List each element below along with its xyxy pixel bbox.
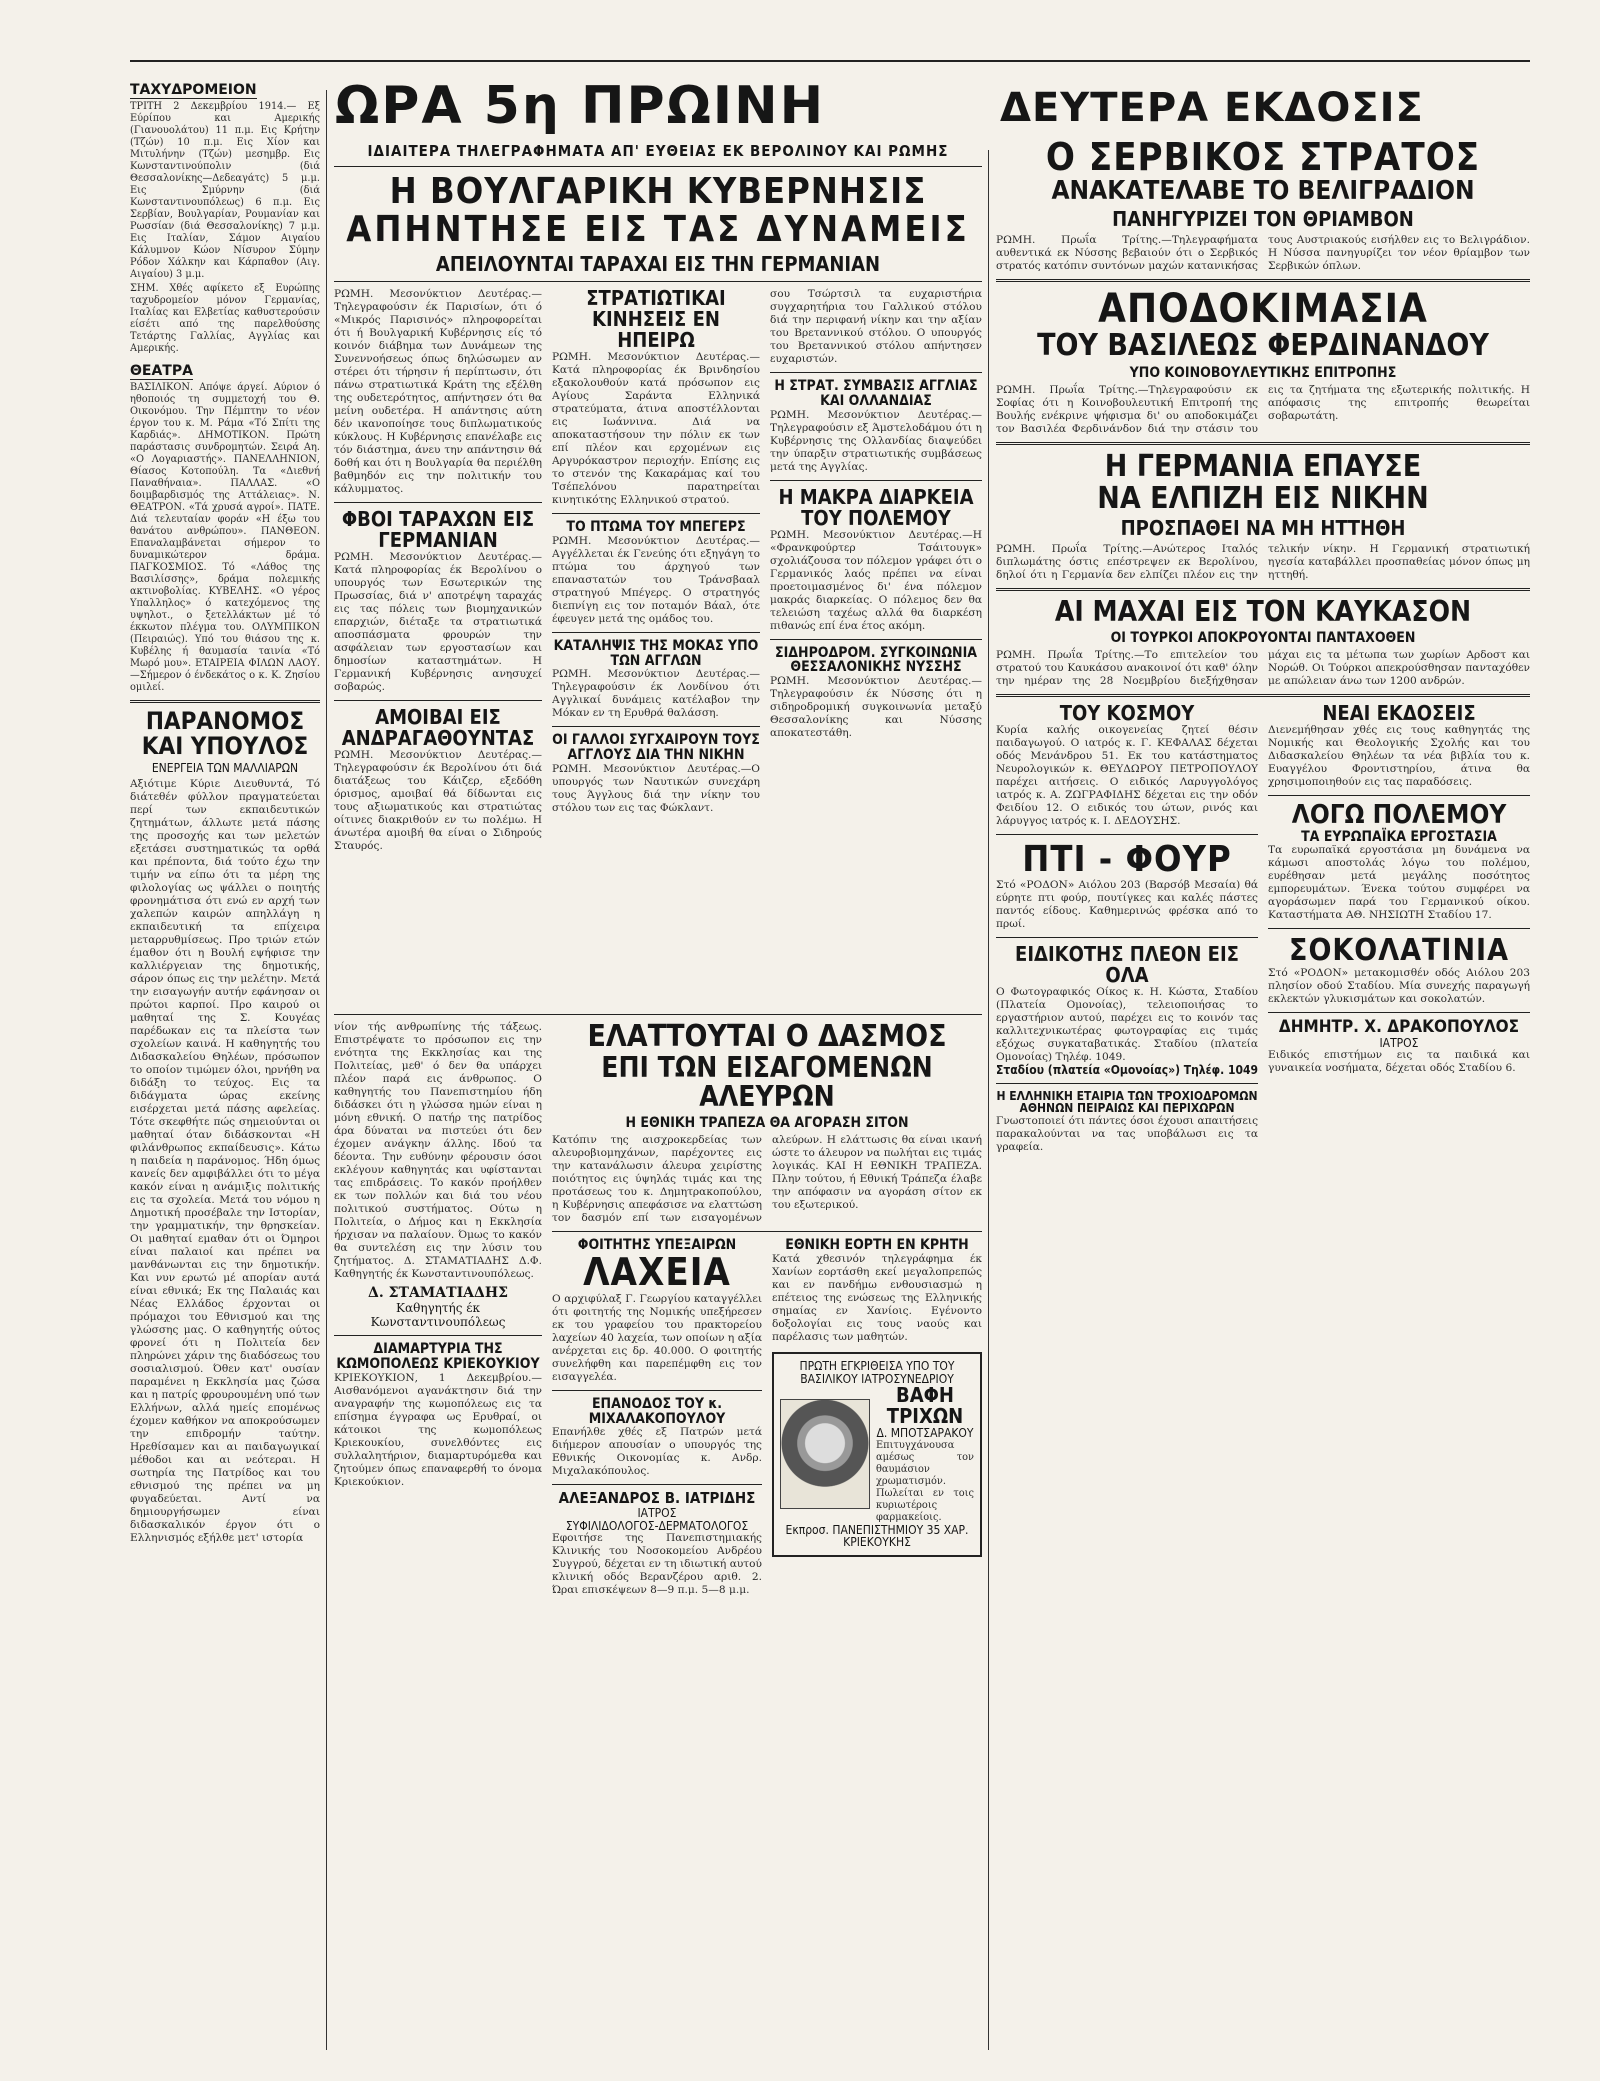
divider <box>1268 795 1530 796</box>
sidir-title: ΣΙΔΗΡΟΔΡΟΜ. ΣΥΓΚΟΙΝΩΝΙΑ ΘΕΣΣΑΛΟΝΙΚΗΣ ΝΥΣΣΗΣ <box>774 644 977 676</box>
post-title: ΤΑΧΥΔΡΟΜΕΙΟΝ <box>130 82 257 98</box>
divider <box>996 1083 1258 1084</box>
eidik-phone: Σταδίου (πλατεία «Ομονοίας») Τηλέφ. 1049 <box>996 1063 1258 1078</box>
divider <box>770 480 982 481</box>
eidik-title: ΕΙΔΙΚΟΤΗΣ ΠΛΕΟΝ ΕΙΣ ΟΛΑ <box>1015 942 1239 988</box>
kavk-text: ΡΩΜΗ. Πρωΐα Τρίτης.—Το επιτελείον του στρατού του Καυκάσου ανακοινοί ότι καθ' όλην την ημέραν της 28 Νοεμβρίου διεξήχθησαν μάχαι εις τα μέτωπα των χωρίων Αρδοστ και Νορώθ. Οι Τούρκοι απεκρούσθησαν πανταχόθεν με απώλειαν άνω των 1200 ανδρών. <box>996 649 1530 688</box>
divider <box>334 700 542 701</box>
elattoutai-text: Κατόπιν της αισχροκερδείας των αλευροβιομηχάνων, παρέχοντες εις την κατανάλωσιν άλευρα χειρίστης ποιότητος εις ύψηλάς τιμάς και της προτάσεως του κ. Δημητρακοπούλου, η Κυβέρνησις απεφάσισε να ελαττώση τον δασμόν επί των εισαγομένων αλεύρων. Η ελάττωσις θα είναι ικανή ώστε το άλευρον να πωλήται εις τιμάς λογικάς. ΚΑΙ Η ΕΘΝΙΚΗ ΤΡΑΠΕΖΑ. Πλην τούτου, ή Εθνική Τράπεζα έλαβε την απόφασιν να αγοράση σίτον εκ του εξωτερικού. <box>552 1134 982 1225</box>
sokolat-title: ΣΟΚΟΛΑΤΙΝΙΑ <box>1289 933 1509 969</box>
theatre-title: ΘΕΑΤΡΑ <box>130 363 193 379</box>
germ-h2: ΝΑ ΕΛΠΙΖΗ ΕΙΣ ΝΙΚΗΝ <box>1097 480 1429 516</box>
drak-title: ΔΗΜΗΤΡ. Χ. ΔΡΑΚΟΠΟΥΛΟΣ <box>1278 1016 1520 1037</box>
divider <box>770 639 982 640</box>
voi-text: ΡΩΜΗ. Μεσονύκτιον Δευτέρας.—Κατά πληροφορίας έκ Βερολίνου ο υπουργός των Εσωτερικών της Πρωσσίας, διά ν' αποτρέψη ταραχάς εις τας πόλεις των βιομηχανικών επαρχιών, διέταξε τα στρατιωτικά αποσπάσματα φρουρών την ασφάλειαν των εργοστασίων και δημοσίων καταστημάτων. Η Γερμανική Κυβέρνησις ανησυχεί σοβαρώς. <box>334 551 542 694</box>
divider <box>996 937 1258 938</box>
serb-h1: Ο ΣΕΡΒΙΚΟΣ ΣΤΡΑΤΟΣ <box>1045 138 1481 179</box>
eorti-box <box>772 1238 982 1597</box>
vafi-ad <box>772 1352 982 1557</box>
divider <box>770 372 982 373</box>
serb-text: ΡΩΜΗ. Πρωΐα Τρίτης.—Τηλεγραφήματα αυθεντικά εκ Νύσσης βεβαιούν ότι ο Σερβικός στρατός κατόπιν συντόνων μαχών κατανικήσας τους Αυστριακούς εισήλθεν εις το Βελιγράδιον. Η Νύσσα πανηγυρίζει τον νέον θρίαμβον των Σερβικών όπλων. <box>996 234 1530 273</box>
strat-title: ΣΤΡΑΤΙΩΤΙΚΑΙ ΚΙΝΗΣΕΙΣ ΕΝ ΗΠΕΙΡΩ <box>586 288 726 353</box>
divider <box>552 726 760 727</box>
left-column <box>130 78 320 2048</box>
neai-title: ΝΕΑΙ ΕΚΔΟΣΕΙΣ <box>1322 701 1476 726</box>
divider <box>334 1335 542 1336</box>
signature: Δ. ΣΤΑΜΑΤΙΑΔΗΣ <box>368 1285 508 1302</box>
newspaper-page <box>130 60 1530 2050</box>
center-col-b <box>552 288 760 1008</box>
center-block <box>334 144 982 2044</box>
elattoutai-h2: ΕΠΙ ΤΩΝ ΕΙΣΑΓΟΜΕΝΩΝ ΑΛΕΥΡΩΝ <box>601 1050 933 1114</box>
serb-h2: ΑΝΑΚΑΤΕΛΑΒΕ ΤΟ ΒΕΛΙΓΡΑΔΙΟΝ <box>1051 175 1475 206</box>
foititis-box <box>552 1238 762 1597</box>
col-rule <box>326 90 327 2050</box>
right-lower-b <box>1268 703 1530 1154</box>
ptoma-title: ΤΟ ΠΤΩΜΑ ΤΟΥ ΜΠΕΓΕΡΣ <box>566 519 746 536</box>
vafi-kicker: ΠΡΩΤΗ ΕΓΚΡΙΘΕΙΣΑ ΥΠΟ ΤΟΥ ΒΑΣΙΛΙΚΟΥ ΙΑΤΡΟΣΥΝΕΔΡΙΟΥ <box>799 1359 955 1386</box>
center-lower-a <box>334 1021 542 2044</box>
center-lower-b <box>552 1021 982 2044</box>
banner-left: ΩΡΑ 5η ΠΡΩΙΝΗ <box>335 76 826 136</box>
foititis-title: ΦΟΙΤΗΤΗΣ ΥΠΕΞΑΙΡΩΝ <box>577 1237 737 1254</box>
top-rule <box>130 60 1530 66</box>
paranomos-sub: ΕΝΕΡΓΕΙΑ ΤΩΝ ΜΑΛΛΙΑΡΩΝ <box>151 761 299 776</box>
elattoutai-h3: Η ΕΘΝΙΚΗ ΤΡΑΠΕΖΑ ΘΑ ΑΓΟΡΑΣΗ ΣΙΤΟΝ <box>625 1114 909 1131</box>
center-col-c <box>770 288 982 1008</box>
eorti-text: Κατά χθεσινόν τηλεγράφημα έκ Χανίων εορτάσθη εκεί μεγαλοπρεπώς και εν πανδήμω ενθουσιασμώ η επέτειος της ενώσεως της Ελληνικής σημαίας εν Χανίοις. Εγένοντο δοξολογίαι εις τους ναούς και παρέλασις των μαθητών. <box>772 1253 982 1343</box>
post-text-2: ΣΗΜ. Χθές αφίκετο εξ Ευρώπης ταχυδρομείον μόνον Γερμανίας, Ιταλίας και Ελβετίας καθυστερούσιν είσέτι από της παρελθούσης Τετάρτης Γαλλίας, Αγγλίας και Αμερικής. <box>130 283 320 354</box>
paranomos-text: Αξιότιμε Κύριε Διευθυντά, Τό διάτεθέν φύλλον πραγματεύεται περί των εκπαιδευτικών ζητημάτων, άλλωτε μετά πάσης της προσοχής και των μελετών εξετάσει συστηματικώς τα ορθά και πρέποντα, διά τούτο έχω την τιμήν να είπω ότι τα μέρη της φιλολογίας ως ψάλλει ο ποιητής φρονημάτισα ότι ενώ εν αρχή των χαλεπών καιρών απηλλάγη η εκπαιδευτική τα επίχειρα μεταρρυθμίσεως. Προ τριών ετών έμαθον ότι η Βουλή εψήφισε την καλλιέργειαν της δημοτικής, σάρον όπως εις την μελέτην. Μετά την εισαγωγήν αυτήν εφάνησαν οι πρώτοι καρποί. Προ καιρού οι μαθηταί της Σ. Κουγέας παρέδωκαν εις τα πλείστα των σχολείων καινά. Η καθηγητής του Διδασκαλείου Θηλέων, πρόσωπον το οποίον τιμώμεν όλοι, ηρνήθη να διδάξη το τεύχος. Εις τα διδάγματα ώρας εκείνης εισέρχεται μετά πάσης αφελείας. Τότε σκεφθήτε πώς σημειούνται οι μαθηταί όταν διδάσκονται «Η φιλάνθρωπος εκπαίδευσις». Κάτω η παιδεία η παράνομος. Ήδη όμως κανείς δεν αμφιβάλλει ότι το μέγα κακόν είναι η ανάμιξις πολιτικής εις τα σχολεία. Μετά του νόμου η Δημοτική προσέβαλε την Ιστορίαν, την γραμματικήν, την θρησκείαν. Οι μαθηταί εμαθαν ότι οι Όμηροι είναι παλαιοί και πρέπει να μανθάνωνται εις την δημοτικήν. Και νυν ερωτώ μέ απορίαν αυτά είναι εθνικά; Εκ της Παλαιάς και Νέας Ελλάδος έρχονται οι πρόμαχοι του Εθνισμού και της γλώσσης μας. Ο καθηγητής ούτος φρονεί ότι η Πολιτεία δεν πληρώνει χάριν της διαδόσεως του σοσιαλισμού. Όθεν κατ' ουσίαν παραμένει η Εκκλησία μας ζώσα και η πατρίς φρουρουμένη υπό των Ελλήνων, αλλά ημείς επομένως έχομεν καθήκον να αποκρούσωμεν την επιδρομήν ταύτην. Ηρεθίσαμεν και αι παιδαγωγικαί μέθοδοι και αι νεότεραι. Η σωτηρία της Πατρίδος και του εθνισμού της πρέπει να μη φυγαδεύεται. Αντί να δημιουργήσωμεν είναι διδασκαλικόν έργον ότι ο Ελληνισμός εξήλθε μετ' ιστορία <box>130 777 320 1544</box>
apodok-h3: ΥΠΟ ΚΟΙΝΟΒΟΥΛΕΥΤΙΚΗΣ ΕΠΙΤΡΟΠΗΣ <box>1129 364 1397 381</box>
eidik-text: Ο Φωτογραφικός Οίκος κ. Η. Κώστα, Σταδίου (Πλατεία Ομονοίας), τελειοποιήσας το εργαστήριον αυτού, παρέχει εις το κοινόν τας καλλιτεχνικωτέρας φωτογραφίας εις τιμάς εξόχως συγκαταβατικάς. Σταδίου (πλατεία Ομονοίας) Τηλέφ. 1049. <box>996 986 1258 1064</box>
divider <box>552 513 760 514</box>
drak-text: Ειδικός επιστήμων εις τα παιδικά και γυναικεία νοσήματα, δέχεται οδός Σταδίου 6. <box>1268 1049 1530 1075</box>
germ-h3: ΠΡΟΣΠΑΘΕΙ ΝΑ ΜΗ ΗΤΤΗΘΗ <box>1120 516 1406 541</box>
foititis-big: ΛΑΧΕΙΑ <box>583 1250 731 1294</box>
iatridis-sub2: ΣΥΦΙΛΙΔΟΛΟΓΟΣ-ΔΕΡΜΑΤΟΛΟΓΟΣ <box>565 1518 749 1533</box>
right-lower <box>996 703 1530 1154</box>
divider <box>552 1484 762 1485</box>
germ-text: ΡΩΜΗ. Πρωΐα Τρίτης.—Ανώτερος Ιταλός διπλωμάτης όστις επέστρεψεν εκ Βερολίνου, δηλοί ότι η Γερμανία δεν ελπίζει πλέον εις την τελικήν νίκην. Η Γερμανική στρατιωτική ηγεσία καταβάλλει προσπαθείας μόνον όπως μη ηττηθή. <box>996 543 1530 582</box>
lower-pair <box>552 1238 982 1597</box>
col-rule <box>988 150 989 2050</box>
neai-text: Διενεμήθησαν χθές εις τους καθηγητάς της Νομικής και Θεολογικής Σχολής και του Διδασκαλείου Θηλέων τα νέα βιβλία του κ. Ευαγγέλου Φροντιστηρίου, άτινα θα χρησιμοποιηθούν εις τας παραδόσεις. <box>1268 724 1530 789</box>
divider <box>334 1014 982 1015</box>
mid-text: νίον τής ανθρωπίνης τής τάξεως. Επιστρέψατε το πρόσωπον εις την ενότητα της Εκκλησίας και της Πολιτείας, μεθ' ό δεν θα υπάρχει πλέον παρά εις άνθρωπος. Ο καθηγητής του Πανεπιστημίου ήδη διδάσκει ότι η γλώσσα ημών είναι η μόνη εθνική. Ο πατήρ της πατρίδος άρα δύναται να πιστεύει ότι δεν έχομεν ανάγκην άλλης. Ιδού τα δέοντα. Την ευθύνην φέρουσιν όσοι εκλέγουν καθηγητάς και υφίστανται τας επιδράσεις. Το κακόν προήλθεν εκ των πολλών και διά του νέου πολιτικού συστήματος. Ούτω η Πολιτεία, ο Δήμος και η Εκκλησία ήρχισαν να παλαίουν. Όμως το κακόν θα συντελέση εις την λύσιν του ζητήματος. Δ. ΣΤΑΜΑΤΙΑΔΗΣ Δ.Φ. Καθηγητής έκ Κωνσταντινουπόλεως. <box>334 1021 542 1281</box>
vafi-copy <box>876 1385 974 1524</box>
amoivai-text: ΡΩΜΗ. Μεσονύκτιον Δευτέρας.—Τηλεγραφούσιν έκ Βερολίνου ότι διά διατάξεως του Κάιζερ, εξεδόθη όρισμος, αμοιβαί θά δίδωνται εις τους αξιωματικούς και στρατιώτας οίτινες διακριθούν εν τω πολέμω. Η άνωτέρα αμοιβή θα είναι ο Σιδηρούς Σταυρός. <box>334 749 542 853</box>
vafi-inner <box>780 1385 974 1524</box>
iatridis-title: ΑΛΕΞΑΝΔΡΟΣ Β. ΙΑΤΡΙΔΗΣ <box>558 1489 756 1508</box>
diarkeia-title: Η ΜΑΚΡΑ ΔΙΑΡΚΕΙΑ ΤΟΥ ΠΟΛΕΜΟΥ <box>778 484 974 530</box>
troxio-title: Η ΕΛΛΗΝΙΚΗ ΕΤΑΙΡΙΑ ΤΩΝ ΤΡΟΧΙΟΔΡΟΜΩΝ ΑΘΗΝΩΝ ΠΕΙΡΑΙΩΣ ΚΑΙ ΠΕΡΙΧΩΡΩΝ <box>996 1088 1258 1116</box>
divider <box>1268 928 1530 929</box>
germ-h1: Η ΓΕΡΜΑΝΙΑ ΕΠΑΥΣΕ <box>1104 449 1422 485</box>
logo-h1: ΛΟΓΩ ΠΟΛΕΜΟΥ <box>1291 800 1507 831</box>
apodok-text: ΡΩΜΗ. Πρωΐα Τρίτης.—Τηλεγραφούσιν εκ Σοφίας ότι η Κοινοβουλευτική Επιτροπή της Βουλής ενέκρινε ψήφισμα δι' ου αποδοκιμάζει τον Βασιλέα Φερδινάνδον διά την στάσιν του εις τα ζητήματα της εξωτερικής πολιτικής. Η απόφασις της επιτροπής θεωρείται σοβαρωτάτη. <box>996 384 1530 436</box>
iatridis-text: Εφοιτήσε της Πανεπιστημιακής Κλινικής του Νοσοκομείου Ανδρέου Συγγρού, δέχεται εν τη ιδιωτική αυτού κλινική οδός Βερανζέρου αριθ. 2. Ώραι επισκέψεων 8—9 π.μ. 5—8 μ.μ. <box>552 1532 762 1597</box>
diarkeia-text: ΡΩΜΗ. Μεσονύκτιον Δευτέρας.—Η «Φρανκφούρτερ Τσάιτουγκ» σχολιάζουσα τον πόλεμον γράφει ότι ο Γερμανικός λαός πρέπει να είναι προετοιμασμένος δι' ένα πόλεμον μακράς διαρκείας. Ο πόλεμος δεν θα τελειώση ταχέως αλλά θα διαρκέση πιθανώς επί ένα έτος ακόμη. <box>770 528 982 632</box>
vafi-sub: Δ. ΜΠΟΤΣΑΡΑΚΟΥ <box>876 1426 974 1441</box>
diamartyria-text: ΚΡΙΕΚΟΥΚΙΟΝ, 1 Δεκεμβρίου.—Αισθανόμενοι αγανάκτησιν διά την αναγραφήν της κωμοπόλεως εις τα επίσημα έγγραφα ως Ερυθραί, οι κάτοικοι της κωμοπόλεως Κριεκουκίου, συνελθόντες εις συλλαλητήριον, διαμαρτυρόμεθα και ζητούμεν όπως επαναφερθή το όνομα Κριεκούκιον. <box>334 1371 542 1488</box>
galloi-title: ΟΙ ΓΑΛΛΟΙ ΣΥΓΧΑΙΡΟΥΝ ΤΟΥΣ ΑΓΓΛΟΥΣ ΔΙΑ ΤΗΝ ΝΙΚΗΝ <box>552 732 760 764</box>
divider <box>996 279 1530 282</box>
divider <box>996 694 1530 697</box>
divider <box>552 632 760 633</box>
symvasis-text: ΡΩΜΗ. Μεσονύκτιον Δευτέρας.—Τηλεγραφούσιν εξ Άμστελοδάμου ότι η Κυβέρνησις της Ολλανδίας διαψεύδει την ύπαρξιν στρατιωτικής συμβάσεως μετά της Αγγλίας. <box>770 408 982 473</box>
vafi-title: ΒΑΦΗ ΤΡΙΧΩΝ <box>886 1383 964 1429</box>
drak-sub: ΙΑΤΡΟΣ <box>1379 1035 1419 1050</box>
logo-h2: ΤΑ ΕΥΡΩΠΑΪΚΑ ΕΡΓΟΣΤΑΣΙΑ <box>1301 828 1497 845</box>
kosmou-title: ΤΟΥ ΚΟΣΜΟΥ <box>1059 701 1195 726</box>
post-text: ΤΡΙΤΗ 2 Δεκεμβρίου 1914.— Εξ Εύρίπου και Αμερικής (Γιανουολάτου) 11 π.μ. Εις Κρήτην (Τζών) 10 π.μ. Εις Χίον και Μιτυλήνην (Τζών) μεσημβρ. Εις Κωνσταντινούπολιν (διά Θεσσαλονίκης—Δεδεαγάτς) 5 μ.μ. Εις Σμύρνην (διά Κωνσταντινουπόλεως) 6 π.μ. Εις Σερβίαν, Βουλγαρίαν, Ρουμανίαν και Ρωσσίαν (διά Θεσσαλονίκης) 7 μ.μ. Εις Ιταλίαν, Σάμον Αιγαίου Κάλυμνον Κώον Νίσυρον Σύμην Ρόδον Χάλκην και Κάρπαθον (Αιγ. Αιγαίου) 3 μ.μ. <box>130 101 320 280</box>
center-subcolumns <box>334 288 982 1008</box>
pti-title: ΠΤΙ - ΦΟΥΡ <box>1022 839 1232 881</box>
foititis-text: Ο αρχιφύλαξ Γ. Γεωργίου καταγγέλλει ότι φοιτητής της Νομικής υπεξήρεσεν εκ του γραφείου του πρακτορείου λαχείων 40 λαχεία, των οποίων η αξία ανέρχεται εις δρ. 40.000. Ο φοιτητής συνελήφθη και παρεπέμφθη εις τον εισαγγελέα. <box>552 1292 762 1383</box>
divider <box>552 1231 982 1232</box>
apodok-h2: ΤΟΥ ΒΑΣΙΛΕΩΣ ΦΕΡΔΙΝΑΝΔΟΥ <box>1037 328 1489 364</box>
diamartyria-title: ΔΙΑΜΑΡΤΥΡΙΑ ΤΗΣ ΚΩΜΟΠΟΛΕΩΣ ΚΡΙΕΚΟΥΚΙΟΥ <box>336 1341 540 1373</box>
divider <box>996 588 1530 591</box>
divider <box>334 281 982 282</box>
eorti-title: ΕΘΝΙΚΗ ΕΟΡΤΗ ΕΝ ΚΡΗΤΗ <box>785 1237 969 1254</box>
apodok-h1: ΑΠΟΔΟΚΙΜΑΣΙΑ <box>1098 286 1428 333</box>
kataleps-text: ΡΩΜΗ. Μεσονύκτιον Δευτέρας.—Τηλεγραφούσιν έκ Λονδίνου ότι Αγγλικαί δυνάμεις κατέλαβον την Μόκαν εν τη Ερυθρά θαλάσση. <box>552 668 760 720</box>
troxio-text: Γνωστοποιεί ότι πάντες όσοι έχουσι απαιτήσεις παρακαλούνται να τας υποβάλωσι εις τα γραφεία. <box>996 1115 1258 1154</box>
tsapell-text: σου Τσώρτσιλ τα ευχαριστήρια συγχαρητήρια του Γαλλικού στόλου διά την περιφανή νίκην και την αξίαν του Βρεταννικού στόλου. Ο υπουργός του Βρεταννικού στόλου απήντησεν ευχαριστών. <box>770 288 982 366</box>
center-lower <box>334 1021 982 2044</box>
epanodos-text: Επανήλθε χθές εξ Πατρών μετά διήμερον απουσίαν ο υπουργός της Εθνικής Οικονομίας κ. Ανδρ. Μιχαλακόπουλος. <box>552 1426 762 1478</box>
woman-portrait-icon <box>780 1399 870 1509</box>
elattoutai-h1: ΕΛΑΤΤΟΥΤΑΙ Ο ΔΑΣΜΟΣ <box>587 1021 947 1055</box>
divider <box>334 502 542 503</box>
serb-h3: ΠΑΝΗΓΥΡΙΖΕΙ ΤΟΝ ΘΡΙΑΜΒΟΝ <box>1112 207 1414 232</box>
iatridis-sub: ΙΑΤΡΟΣ <box>637 1506 677 1521</box>
voi-title: ΦΒΟΙ ΤΑΡΑΧΩΝ ΕΙΣ ΓΕΡΜΑΝΙΑΝ <box>341 507 535 553</box>
divider <box>996 442 1530 445</box>
theatre-text: ΒΑΣΙΛΙΚΟΝ. Απόψε άργεί. Αύριον ό ηθοποιός τη συμμετοχή του Θ. Οικονόμου. Την Πέμπτην το νέον έργον του κ. Μ. Ράμα «Τό Σπίτι της Καρδιάς». ΔΗΜΟΤΙΚΟΝ. Πρώτη παράστασις συνδρομητών. Σειρά Αη. «Ο Λογαριαστής». ΠΑΝΕΛΛΗΝΙΟΝ, Θίασος Κοτοπούλη. Τα «Διεθνή Παναθήναια». ΠΑΛΛΑΣ. «Ο δοιμβαρδισμός της Αττάλειας». Ν. ΘΕΑΤΡΟΝ. «Τά χρυσά αγροί». ΠΑΤΕ. Διά τελευταίαν φοράν «Η έξω του θανάτου ανθρώπου». ΠΑΝΘΕΟΝ. Επαναλαμβάνεται σήμερον το δυναμικώτερον δράμα. ΠΑΓΚΟΣΜΙΟΣ. Τό «Λάθος της Βασιλίσσης», δράμα πολεμικής ακτινοβολίας. ΚΥΒΕΛΗΣ. «Ο γέρος Υπαλληλος» ό κατεχόμενος της υψηλοτ., ο ξετελλάκτων μέ τό έκκωτον πλέγμα του. ΟΛΥΜΠΙΚΟΝ (Πειραιώς). Υπό του θιάσου της κ. Κυβέλης ή θαυμασία ταινία «Τό Μωρό μου». ΕΤΑΙΡΕΙΑ ΦΙΛΩΝ ΛΑΟΥ.—Σήμερον ό ένδεκάτος ο κ. Κ. Ζησίου ομιλεί. <box>130 382 320 693</box>
logo-text: Τα ευρωπαϊκά εργοστάσια μη δυνάμενα να κάμωσι αποστολάς λόγω του πολέμου, ευρέθησαν μετά μεγάλης ποσότητος εμπορευμάτων. Ένεκα τούτου συμφέρει να αγοράσωμεν παρά του Γερμανικού οίκου. Καταστήματα ΑΘ. ΝΗΣΙΩΤΗ Σταδίου 17. <box>1268 844 1530 922</box>
vafi-text: Επιτυγχάνουσα αμέσως τον θαυμάσιον χρωματισμόν. Πωλείται εν τοις κυριωτέροις φαρμακείοις. <box>876 1439 974 1523</box>
divider <box>334 166 982 167</box>
kataleps-title: ΚΑΤΑΛΗΨΙΣ ΤΗΣ ΜΟΚΑΣ ΥΠΟ ΤΩΝ ΑΓΓΛΩΝ <box>553 638 759 669</box>
main-headline-2: ΑΠΗΝΤΗΣΕ ΕΙΣ ΤΑΣ ΔΥΝΑΜΕΙΣ <box>346 208 970 250</box>
main-headline-3: ΑΠΕΙΛΟΥΝΤΑΙ ΤΑΡΑΧΑΙ ΕΙΣ ΤΗΝ ΓΕΡΜΑΝΙΑΝ <box>435 252 881 277</box>
signature-sub: Καθηγητής έκ Κωνσταντινουπόλεως <box>370 1301 506 1330</box>
divider <box>552 1390 762 1391</box>
symvasis-title: Η ΣΤΡΑΤ. ΣΥΜΒΑΣΙΣ ΑΓΓΛΙΑΣ ΚΑΙ ΟΛΛΑΝΔΙΑΣ <box>774 378 978 410</box>
divider <box>996 834 1258 835</box>
paranomos-title: ΠΑΡΑΝΟΜΟΣ ΚΑΙ ΥΠΟΥΛΟΣ <box>141 707 309 761</box>
main-text: ΡΩΜΗ. Μεσονύκτιον Δευτέρας.—Τηλεγραφούσιν έκ Παρισίων, ότι ό «Μικρός Παρισινός» πληροφορείται ότι ή Βουλγαρική Κυβέρνησις είς τό κοινόν διάβημα των Δυνάμεων της Συνεννοήσεως όπως δηλώσωμεν αν στέρει ότι τήρησιν ή περίπτωσιν, ότι πάνω στρατιωτικά Κράτη της εξέλθη της ουδετερότητος, απήντησεν ότι θα μείνη ουδετέρα. Η απάντησις αύτη δέν ικανοποίησε τους διπλωματικούς κύκλους. Η Κυβέρνησις επανέλαβε εις τόν διάστημα, άνευ την απάντησιν θά δοθή και ότι η Βουλγαρία θα περιέλθη βαθμηδόν εις την πολιτικήν του κάλυμματος. <box>334 288 542 496</box>
kosmou-text: Κυρία καλής οικογενείας ζητεί θέσιν παιδαγωγού. Ο ιατρός κ. Γ. ΚΕΦΑΛΑΣ δέχεται οδός Μενάνδρου 51. Εκ του κατάστηματος Νευρολογικών κ. ΘΕΥΔΩΡΟΥ ΠΕΤΡΟΠΟΥΛΟΥ παρέχει αιτήσεις. Ο ειδικός Λαρυγγολόγος ιατρός κ. Α. ΖΩΓΡΑΦΙΔΗΣ δέχεται εις την οδόν Φειδίου 12. Ο ειδικός του ώτων, ρινός και λάρυγγος ιατρός κ. Ι. ΔΕΔΟΥΣΗΣ. <box>996 724 1258 828</box>
right-lower-a <box>996 703 1258 1154</box>
sidir-text: ΡΩΜΗ. Μεσονύκτιον Δευτέρας.—Τηλεγραφούσιν έκ Νύσσης ότι η σιδηροδρομική συγκοινωνία μεταξύ Θεσσαλονίκης και Νύσσης αποκατεστάθη. <box>770 675 982 740</box>
divider <box>130 700 320 703</box>
epanodos-title: ΕΠΑΝΟΔΟΣ ΤΟΥ κ. ΜΙΧΑΛΑΚΟΠΟΥΛΟΥ <box>588 1395 726 1427</box>
amoivai-title: ΑΜΟΙΒΑΙ ΕΙΣ ΑΝΔΡΑΓΑΘΟΥΝΤΑΣ <box>341 705 535 751</box>
banner-right: ΔΕΥΤΕΡΑ ΕΚΔΟΣΙΣ <box>1000 85 1424 131</box>
main-headline-1: Η ΒΟΥΛΓΑΡΙΚΗ ΚΥΒΕΡΝΗΣΙΣ <box>389 170 927 212</box>
pti-text: Στό «ΡΟΔΟΝ» Αιόλου 203 (Βαρσόβ Μεσαία) θά εύρητε πτι φούρ, πουτίγκες και καλές πάστες παντός είδους. Καθημερινώς φρέσκα από το πρωί. <box>996 879 1258 931</box>
sokolat-text: Στό «ΡΟΔΟΝ» μετακομισθέν οδός Αιόλου 203 πλησίον οδού Σταδίου. Μία συνεχής παραγωγή εκλεκτών γλυκισμάτων και σοκολατών. <box>1268 966 1530 1005</box>
galloi-text: ΡΩΜΗ. Μεσονύκτιον Δευτέρας.—Ο υπουργός των Ναυτικών συνεχάρη τους Άγγλους διά την νίκην του στόλου των εις τας Φώκλαντ. <box>552 762 760 814</box>
strat-text: ΡΩΜΗ. Μεσονύκτιον Δευτέρας.—Κατά πληροφορίας έκ Βρινδησίου εξακολουθούν κατά πρόσωπον εις Αγίους Σαράντα Ελληνικά στρατεύματα, άτινα αποστέλλονται εις Ιωάννινα. Διά να αποκαταστήσουν την πόλιν εκ των επί πλέον και ερχομένων εις Αργυρόκαστρον περιοχήν. Επίσης εις το στενόν της Κακαράμας καί του Τσέπελόνου παρατηρείται κινητικότης Ελληνικού στρατού. <box>552 351 760 507</box>
ptoma-text: ΡΩΜΗ. Μεσονύκτιον Δευτέρας.—Αγγέλλεται έκ Γενεύης ότι εξηγάγη το πτώμα του άρχηγού των επαναστατών του Τράνσβααλ στρατηγού Μπέγερς. Ο στρατηγός διεπνίγη εις τον ποταμόν Βάαλ, ότε έφευγεν μετά της ομάδος του. <box>552 535 760 626</box>
vafi-footer: Εκπροσ. ΠΑΝΕΠΙΣΤΗΜΙΟΥ 35 ΧΑΡ. ΚΡΙΕΚΟΥΚΗΣ <box>785 1522 969 1550</box>
kavk-h2: ΟΙ ΤΟΥΡΚΟΙ ΑΠΟΚΡΟΥΟΝΤΑΙ ΠΑΝΤΑΧΟΘΕΝ <box>1110 629 1416 646</box>
kavk-h1: ΑΙ ΜΑΧΑΙ ΕΙΣ ΤΟΝ ΚΑΥΚΑΣΟΝ <box>1054 595 1472 629</box>
center-subhead: ΙΔΙΑΙΤΕΡΑ ΤΗΛΕΓΡΑΦΗΜΑΤΑ ΑΠ' ΕΥΘΕΙΑΣ ΕΚ ΒΕΡΟΛΙΝΟΥ ΚΑΙ ΡΩΜΗΣ <box>367 144 949 160</box>
right-column <box>996 138 1530 2048</box>
divider <box>1268 1012 1530 1013</box>
center-col-a <box>334 288 542 1008</box>
